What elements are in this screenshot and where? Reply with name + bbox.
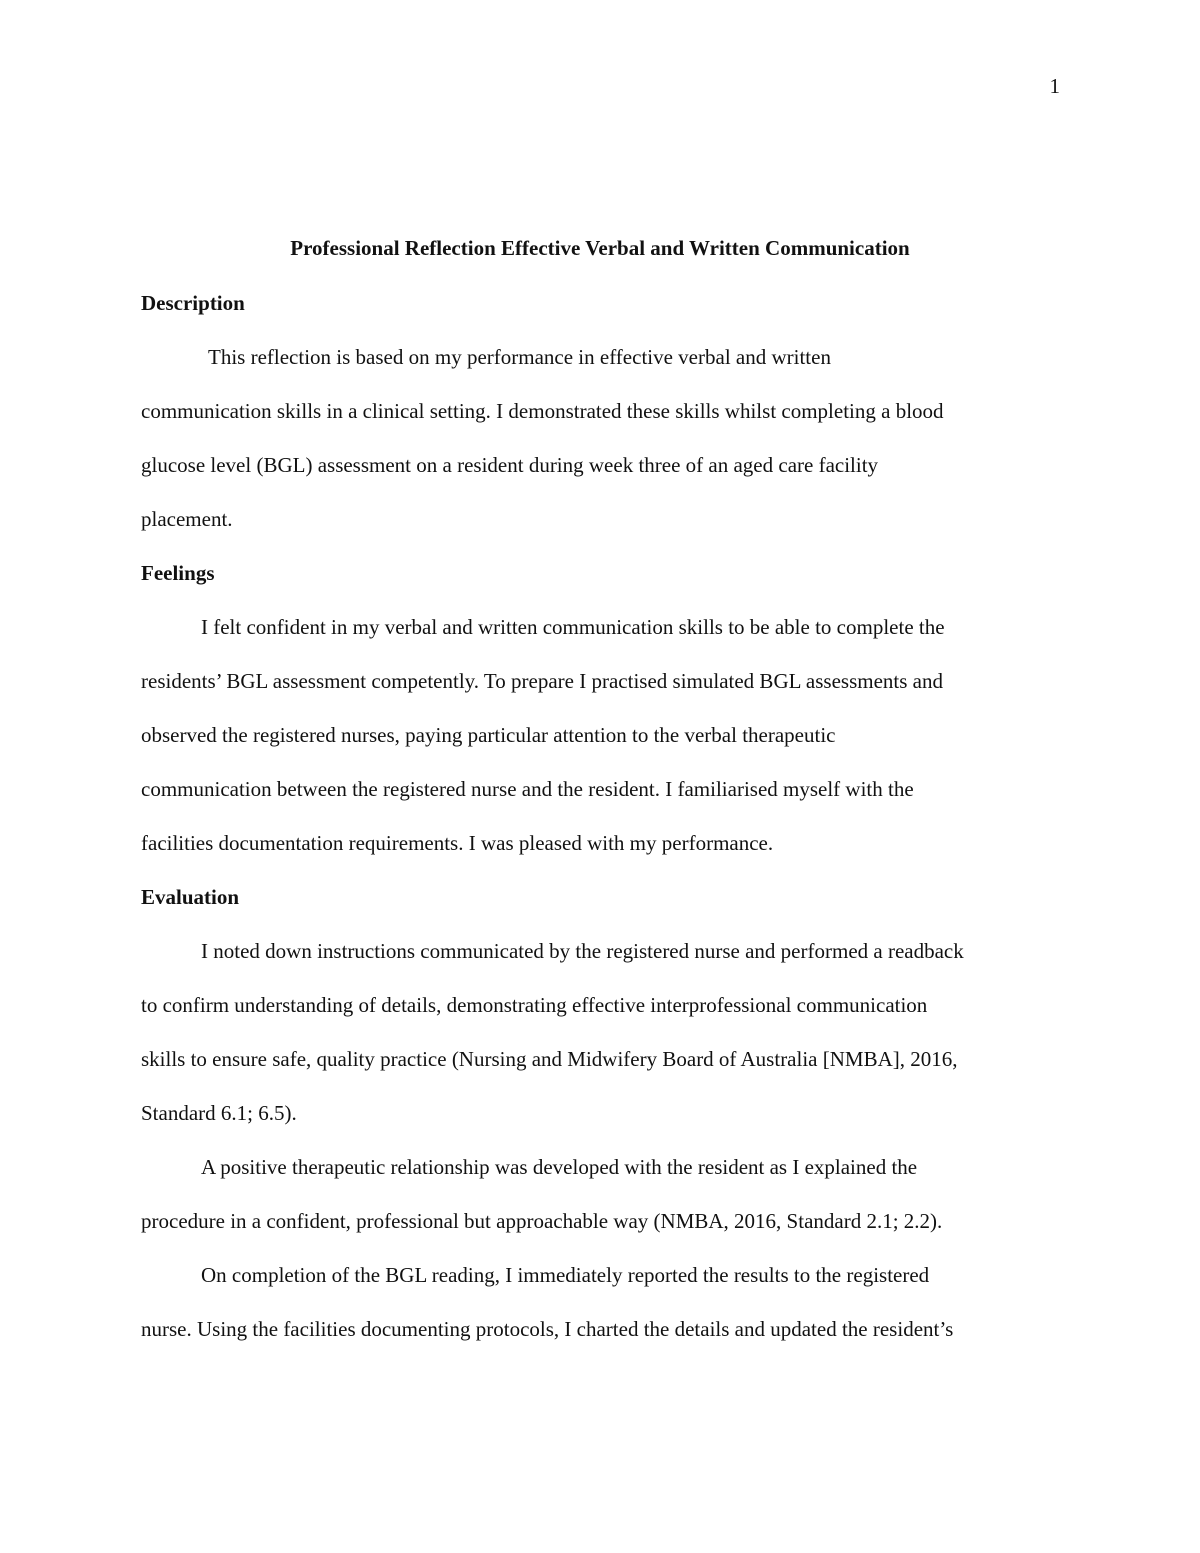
evaluation-line: On completion of the BGL reading, I immediately reported the results to the registered	[201, 1263, 930, 1287]
feelings-heading: Feelings	[141, 561, 215, 585]
evaluation-line: A positive therapeutic relationship was developed with the resident as I explained the	[201, 1155, 918, 1179]
description-line: placement.	[141, 507, 233, 531]
evaluation-heading: Evaluation	[141, 885, 240, 909]
evaluation-line: to confirm understanding of details, demonstrating effective interprofessional communication	[141, 993, 928, 1017]
feelings-line: residents’ BGL assessment competently. To prepare I practised simulated BGL assessments and	[141, 669, 943, 693]
evaluation-line: procedure in a confident, professional but approachable way (NMBA, 2016, Standard 2.1; 2.2).	[141, 1209, 943, 1233]
description-line: This reflection is based on my performance in effective verbal and written	[208, 345, 831, 369]
evaluation-line: Standard 6.1; 6.5).	[141, 1101, 297, 1125]
description-line: glucose level (BGL) assessment on a resident during week three of an aged care facility	[141, 453, 879, 477]
evaluation-line: nurse. Using the facilities documenting protocols, I charted the details and updated the resident’s	[141, 1317, 954, 1341]
feelings-line: communication between the registered nurse and the resident. I familiarised myself with the	[141, 777, 914, 801]
feelings-line: observed the registered nurses, paying particular attention to the verbal therapeutic	[141, 723, 836, 747]
page-number: 1	[1049, 74, 1060, 98]
feelings-line: facilities documentation requirements. I was pleased with my performance.	[141, 831, 774, 855]
feelings-line: I felt confident in my verbal and written communication skills to be able to complete the	[201, 615, 945, 639]
evaluation-line: skills to ensure safe, quality practice (Nursing and Midwifery Board of Australia [NMBA], 2016,	[141, 1047, 958, 1071]
evaluation-line: I noted down instructions communicated by the registered nurse and performed a readback	[201, 939, 964, 963]
description-line: communication skills in a clinical setting. I demonstrated these skills whilst completing a blood	[141, 399, 944, 423]
description-heading: Description	[141, 291, 245, 315]
document-title: Professional Reflection Effective Verbal and Written Communication	[290, 236, 910, 260]
